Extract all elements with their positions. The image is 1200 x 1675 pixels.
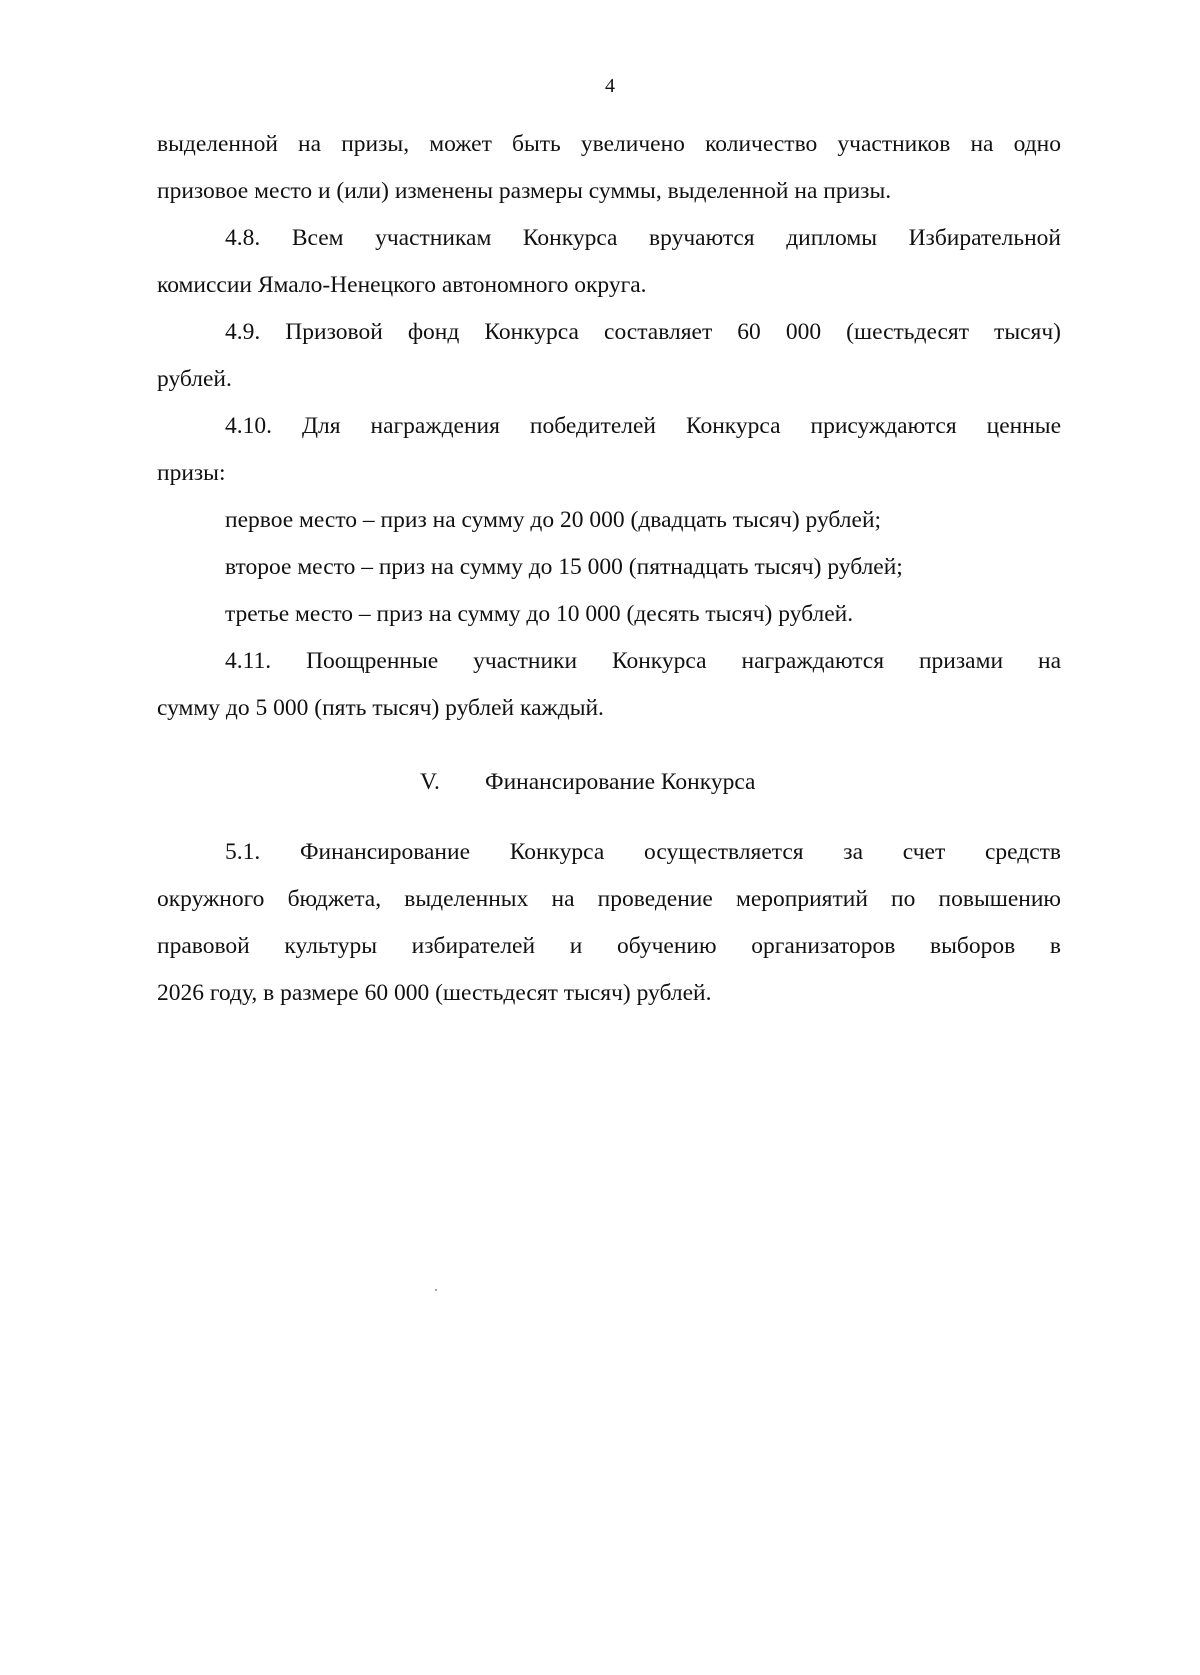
prize-second-place: второе место – приз на сумму до 15 000 (пятнадцать тысяч) рублей;	[225, 554, 903, 580]
text-line: выделенной на призы, может быть увеличено количество участников на одно	[157, 131, 1061, 157]
prize-third-place: третье место – приз на сумму до 10 000 (десять тысяч) рублей.	[225, 601, 854, 627]
paragraph-4-8: 4.8. Всем участникам Конкурса вручаются дипломы Избирательной	[225, 225, 1061, 251]
paragraph-4-9: 4.9. Призовой фонд Конкурса составляет 60 000 (шестьдесят тысяч)	[225, 319, 1061, 345]
text-line: сумму до 5 000 (пять тысяч) рублей каждый.	[157, 695, 604, 721]
prize-first-place: первое место – приз на сумму до 20 000 (двадцать тысяч) рублей;	[225, 507, 882, 533]
paragraph-4-10: 4.10. Для награждения победителей Конкурса присуждаются ценные	[225, 413, 1061, 439]
text-line: призовое место и (или) изменены размеры суммы, выделенной на призы.	[157, 178, 892, 204]
text-line: правовой культуры избирателей и обучению организаторов выборов в	[157, 933, 1061, 959]
text-line: 2026 году, в размере 60 000 (шестьдесят тысяч) рублей.	[157, 980, 712, 1006]
scan-speck	[435, 1289, 437, 1291]
section-title: Финансирование Конкурса	[485, 769, 756, 795]
text-line: комиссии Ямало-Ненецкого автономного округа.	[157, 272, 647, 298]
text-line: окружного бюджета, выделенных на проведение мероприятий по повышению	[157, 886, 1061, 912]
paragraph-5-1: 5.1. Финансирование Конкурса осуществляется за счет средств	[225, 839, 1061, 865]
text-line: призы:	[157, 460, 226, 486]
paragraph-4-11: 4.11. Поощренные участники Конкурса награждаются призами на	[225, 648, 1061, 674]
section-number: V.	[420, 769, 440, 795]
text-line: рублей.	[157, 366, 232, 392]
page-number: 4	[605, 75, 615, 97]
